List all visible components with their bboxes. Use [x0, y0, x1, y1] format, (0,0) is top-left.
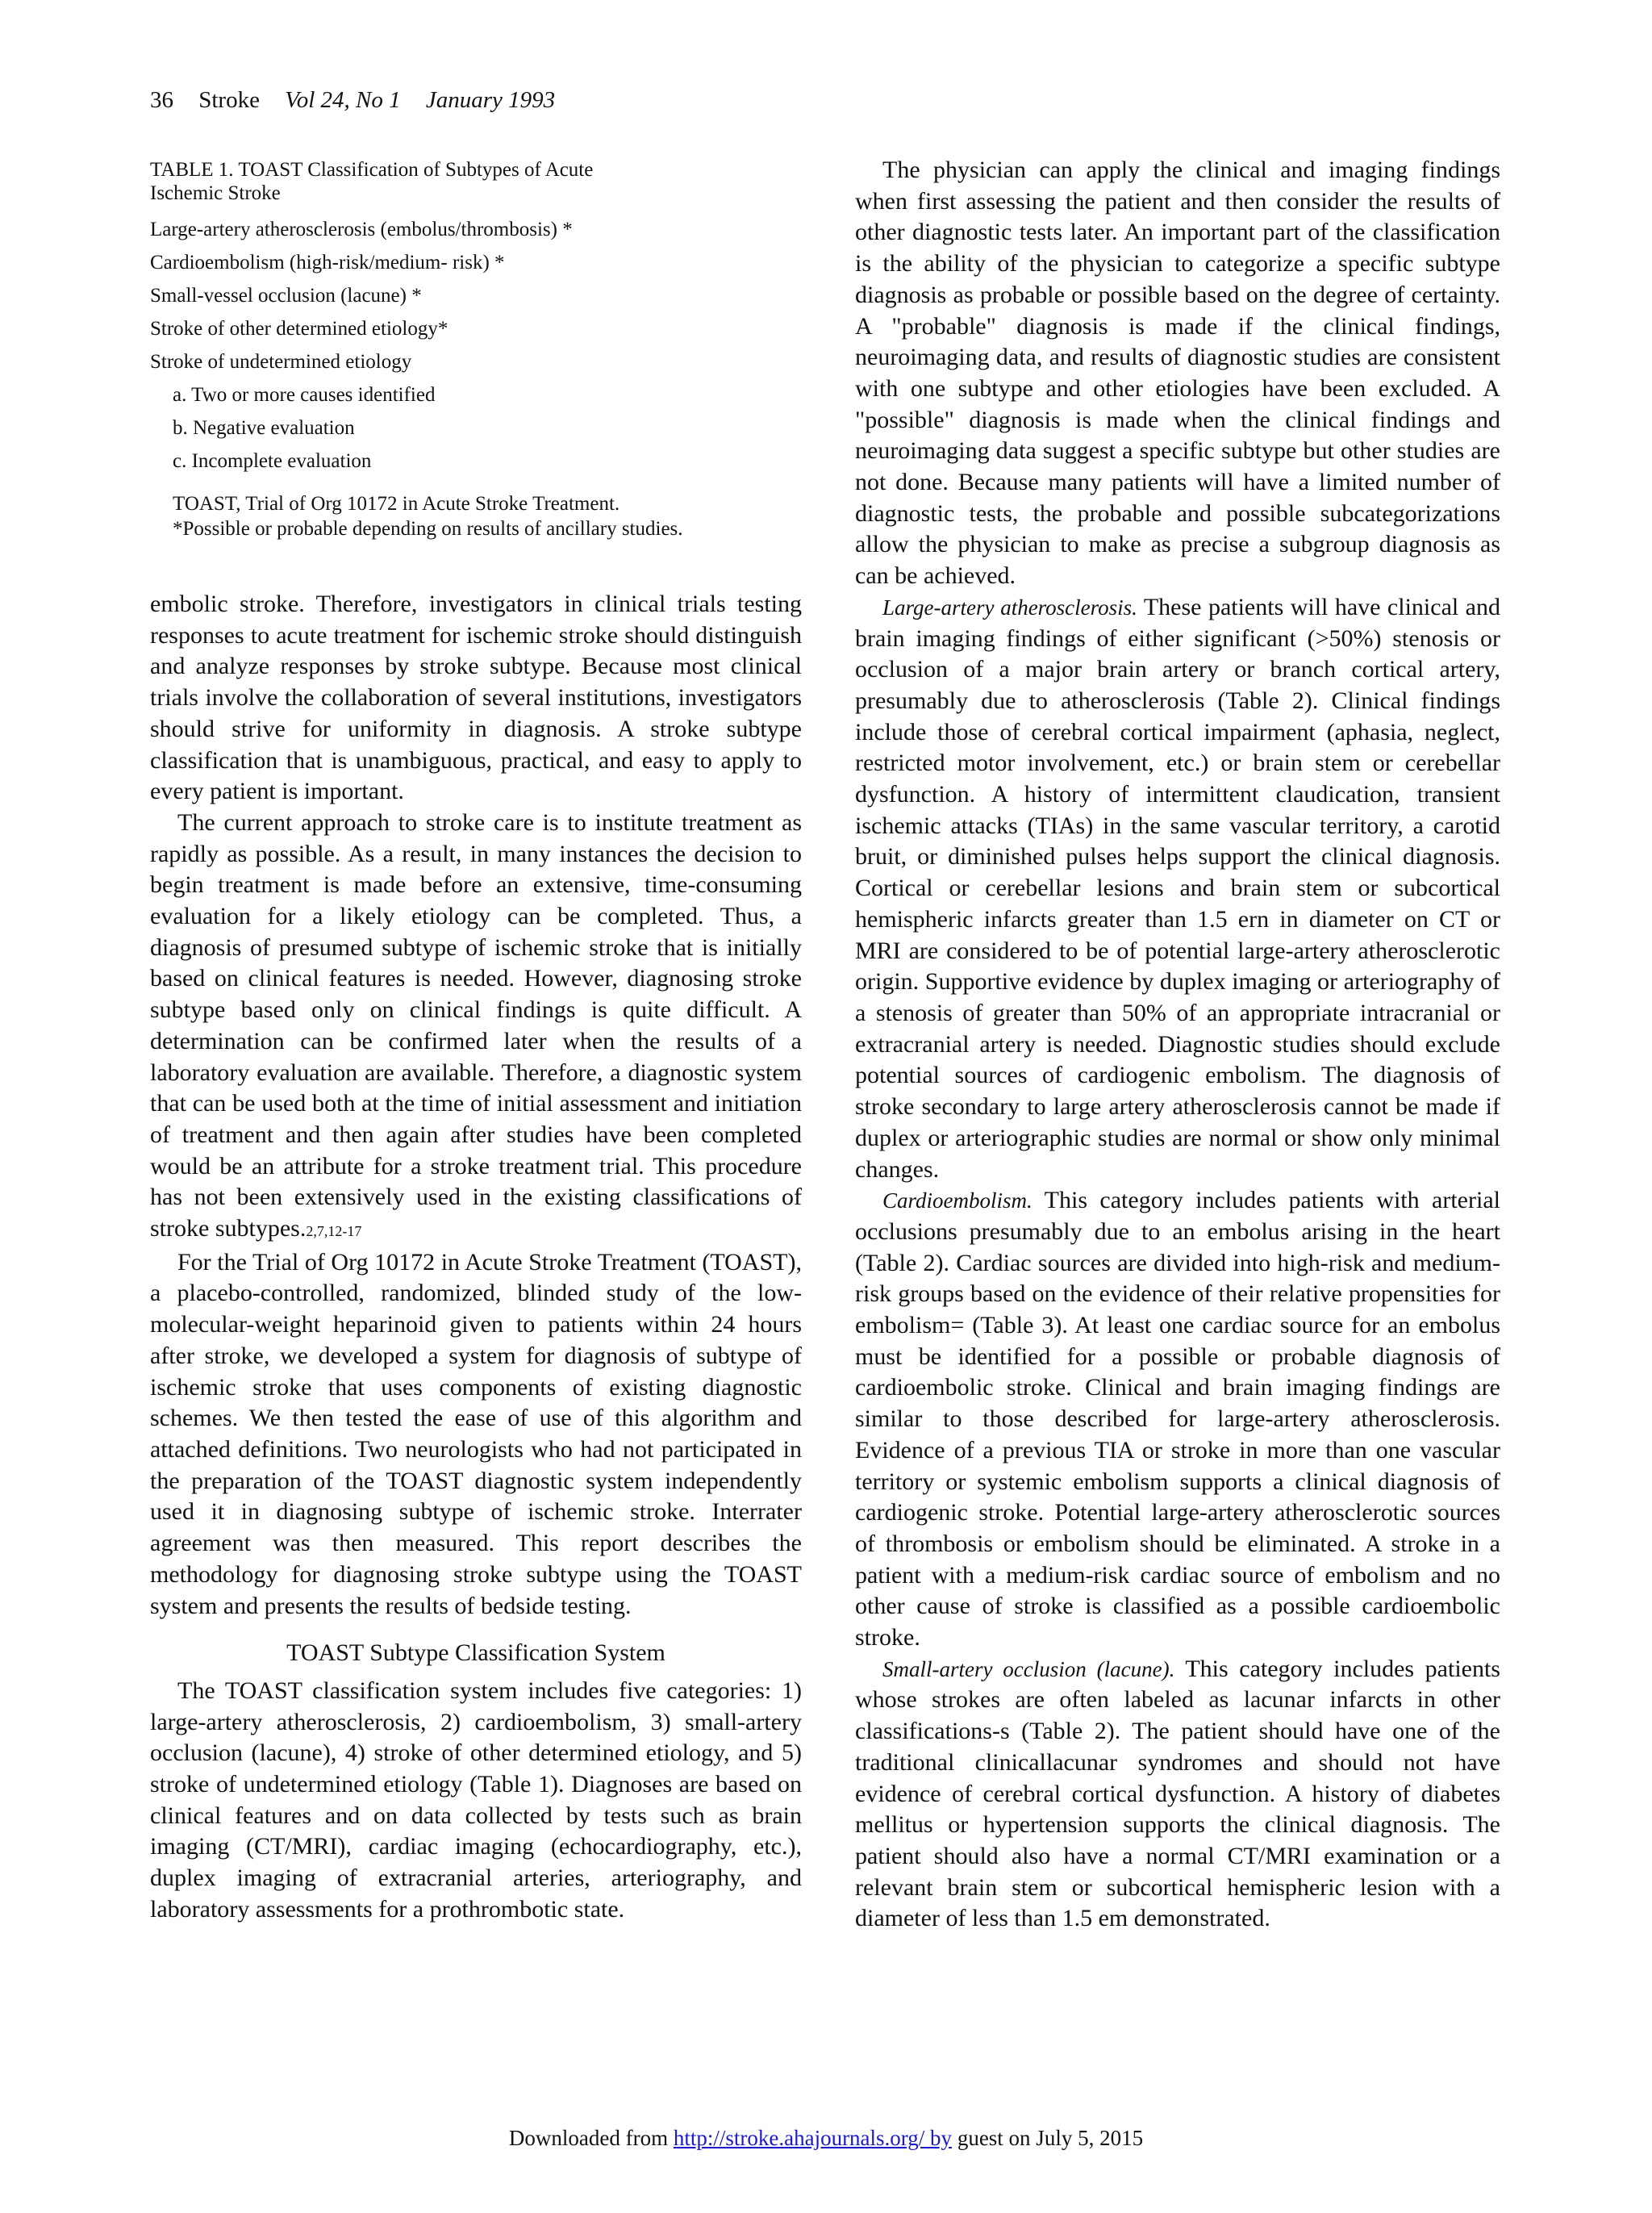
table-row: Stroke of undetermined etiology [150, 351, 412, 373]
table-row: Large-artery atherosclerosis (embolus/thrombosis) * [150, 219, 573, 240]
table-1 [150, 158, 795, 542]
table-subrow: c. Incomplete evaluation [173, 450, 372, 472]
table-footnote-abbrev: TOAST, Trial of Org 10172 in Acute Stroke Treatment. [173, 493, 620, 515]
paragraph-text: The current approach to stroke care is to institute treatment as rapidly as possible. As a result, in many instances the decision to begin treatment is made before an extensive, time-consuming evaluation for a likely etiology can be completed. Thus, a diagnosis of presumed subtype of ischemic stroke that is initially based on clinical features is needed. However, diagnosing stroke subtype based only on clinical findings is quite difficult. A determination can be confirmed later when the results of a laboratory evaluation are available. Therefore, a diagnostic system that can be used both at the time of initial assessment and initiation of treatment and then again after studies have been completed would be an attribute for a stroke treatment trial. This procedure has not been extensively used in the existing classifications of stroke subtypes. [150, 808, 802, 1242]
body-paragraph: The physician can apply the clinical and imaging findings when first assessing the patient and then consider the results of other diagnostic tests later. An important part of the classification is the ability of the physician to categorize a specific subtype diagnosis as probable or possible based on the degree of certainty. A "probable" diagnosis is made if the clinical findings, neuroimaging data, and results of diagnostic studies are consistent with one subtype and other etiologies have been excluded. A "possible" diagnosis is made when the clinical findings and neuroimaging data suggest a specific subtype but other studies are not done. Because many patients will have a limited number of diagnostic tests, the probable and possible subcategorizations allow the physician to make as precise a subgroup diagnosis as can be achieved. [855, 157, 1500, 590]
body-paragraph: For the Trial of Org 10172 in Acute Stroke Treatment (TOAST), a placebo-controlled, randomized, blinded study of the low-molecular-weight heparinoid given to patients within 24 hours after stroke, we developed a system for diagnosis of subtype of ischemic stroke that uses components of existing diagnostic schemes. We then tested the ease of use of this algorithm and attached definitions. Two neurologists who had not participated in the preparation of the TOAST diagnostic system independently used it in diagnosing subtype of ischemic stroke. Interrater agreement was then measured. This report describes the methodology for diagnosing stroke subtype using the TOAST system and presents the results of bedside testing. [150, 1248, 802, 1619]
paragraph-text: These patients will have clinical and brain imaging findings of either significant (>50%) stenosis or occlusion of a major brain artery or branch cortical artery, presumably due to atherosclerosis (Table 2). Clinical findings include those of cerebral cortical impairment (aphasia, neglect, restricted motor involvement, etc.) or brain stem or cerebellar dysfunction. A history of intermittent claudication, transient ischemic attacks (TIAs) in the same vascular territory, a carotid bruit, or diminished pulses helps support the clinical diagnosis. Cortical or cerebellar lesions and brain stem or subcortical hemispheric infarcts greater than 1.5 ern in diameter on CT or MRI are considered to be of potential large-artery atherosclerotic origin. Supportive evidence by duplex imaging or arteriography of a stenosis of greater than 50% of an appropriate intracranial or extracranial artery is needed. Diagnostic studies should exclude potential sources of cardiogenic embolism. The diagnosis of stroke secondary to large artery atherosclerosis cannot be made if duplex or arteriographic studies are normal or show only minimal changes. [855, 593, 1500, 1183]
paragraph-text: This category includes patients with arterial occlusions presumably due to an embolus arising in the heart (Table 2). Cardiac sources are divided into high-risk and medium-risk groups based on the evidence of their relative propensities for embolism= (Table 3). At least one cardiac source for an embolus must be identified for a possible or probable diagnosis of cardioembolic stroke. Clinical and brain imaging findings are similar to those described for large-artery atherosclerosis. Evidence of a previous TIA or stroke in more than one vascular territory or systemic embolism supports a clinical diagnosis of cardiogenic stroke. Potential large-artery atherosclerotic sources of thrombosis or embolism should be eliminated. A stroke in a patient with a medium-risk cardiac source of embolism and no other cause of stroke is classified as a possible cardioembolic stroke. [855, 1187, 1500, 1651]
table-row: Stroke of other determined etiology* [150, 318, 448, 340]
issue-date: January 1993 [425, 87, 556, 113]
right-column [855, 155, 1500, 1935]
download-footer [0, 2126, 1652, 2151]
body-paragraph [855, 592, 1500, 1185]
body-paragraph [855, 1185, 1500, 1654]
body-paragraph: The TOAST classification system includes five categories: 1) large-artery atherosclerosis, 2) cardioembolism, 3) small-artery occlusion (lacune), 4) stroke of other determined etiology, and 5) stroke of undetermined etiology (Table 1). Diagnoses are based on clinical features and on data collected by tests such as brain imaging (CT/MRI), cardiac imaging (echocardiography, etc.), duplex imaging of extracranial arteries, arteriography, and laboratory assessments for a prothrombotic state. [150, 1676, 802, 1923]
page-number: 36 [150, 87, 173, 113]
table-caption [150, 158, 795, 205]
table-row: Small-vessel occlusion (lacune) * [150, 285, 422, 307]
subsection-lead: Cardioembolism. [882, 1188, 1032, 1213]
paragraph-text: This category includes patients whose strokes are often labeled as lacunar infarcts in other classifications-s (Table 2). The patient should have one of the traditional clinicallacunar syndromes and should not have evidence of cerebral cortical dysfunction. A history of diabetes mellitus or hypertension supports the clinical diagnosis. The patient should also have a normal CT/MRI examination or a relevant brain stem or subcortical hemispheric lesion with a diameter of less than 1.5 em demonstrated. [855, 1655, 1500, 1932]
body-paragraph [855, 1654, 1500, 1935]
table-row: Cardioembolism (high-risk/medium- risk) * [150, 252, 505, 273]
running-header [150, 87, 574, 114]
table-subrow: a. Two or more causes identified [173, 384, 436, 406]
table-caption-line-2: Ischemic Stroke [150, 182, 281, 204]
table-footnote-asterisk: *Possible or probable depending on results of ancillary studies. [173, 518, 683, 540]
volume-info: Vol 24, No 1 [285, 87, 401, 113]
footer-prefix: Downloaded from [508, 2126, 669, 2150]
table-subrow: b. Negative evaluation [173, 417, 355, 439]
table-caption-line-1: TABLE 1. TOAST Classification of Subtypes of Acute [150, 159, 594, 181]
subsection-lead: Small-artery occlusion (lacune). [882, 1656, 1175, 1681]
left-column [150, 589, 802, 1926]
section-heading: TOAST Subtype Classification System [286, 1639, 665, 1667]
body-paragraph: embolic stroke. Therefore, investigators in clinical trials testing responses to acute treatment for ischemic stroke should distinguish and analyze responses by stroke subtype. Because most clinical trials involve the collaboration of several institutions, investigators should strive for uniformity in diagnosis. A stroke subtype classification that is unambiguous, practical, and easy to apply to every patient is important. [150, 591, 802, 805]
subsection-lead: Large-artery atherosclerosis. [882, 595, 1137, 620]
journal-name: Stroke [198, 87, 260, 113]
footer-suffix: guest on July 5, 2015 [957, 2126, 1144, 2150]
body-paragraph [150, 808, 802, 1247]
table-footnotes [150, 492, 795, 541]
reference-citation: 2,7,12-17 [306, 1223, 362, 1240]
footer-link[interactable]: http://stroke.ahajournals.org/ by [673, 2126, 953, 2150]
